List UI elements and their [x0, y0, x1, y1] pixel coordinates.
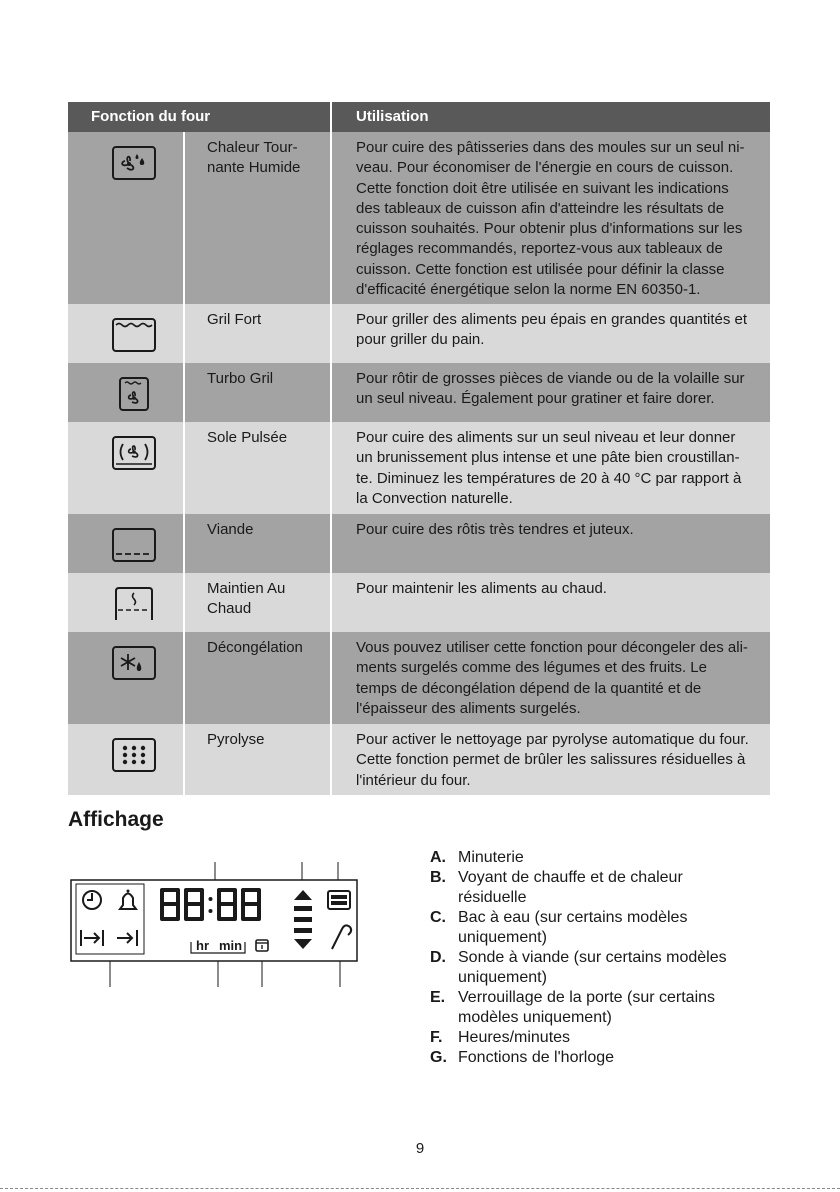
list-item: [430, 948, 790, 988]
icon-cell: [68, 632, 185, 724]
table-row: [68, 573, 770, 632]
function-description: Vous pouvez utiliser cette fonction pour décongeler des ali- ments surgelés comme des légumes et des fruits. Le temps de décongélation dépend de la quantité et de l'épaisseur des aliments surgelés.: [356, 639, 748, 717]
keep-warm-icon: [112, 587, 156, 621]
function-description: Pour cuire des pâtisseries dans des moules sur un seul ni- veau. Pour économiser de l'énergie en cours de cuisson. Cette fonction doit être utilisée en suivant les indications des tableaux de cuisson afin d'atteindre les résultats de cuisson souhaités. Pour obtenir plus d'informations sur les réglages recommandés, reportez-vous aux tableaux de cuisson. Cette fonction est utilisée pour définir la classe d'efficacité énergétique selon la norme EN 60350-1.: [356, 139, 745, 299]
function-description: Pour cuire des aliments sur un seul niveau et leur donner un brunissement plus intense et une pâte bien croustillan- te. Diminuez les températures de 20 à 40 °C par rapport à la Convection naturelle.: [356, 429, 742, 507]
icon-cell: [68, 304, 185, 363]
legend-text: Heures/minutes: [458, 1029, 571, 1046]
legend-text: Minuterie: [458, 849, 524, 866]
function-name: Maintien Au Chaud: [185, 573, 332, 632]
section-title-affichage: Affichage: [68, 808, 164, 831]
list-item: [430, 1048, 790, 1068]
table-row: [68, 363, 770, 422]
legend-text: Voyant de chauffe et de chaleur résiduelle: [458, 869, 683, 906]
table-row: [68, 132, 770, 304]
hr-label: hr: [196, 938, 209, 953]
list-item: [430, 1028, 790, 1048]
function-description: Pour activer le nettoyage par pyrolyse automatique du four. Cette fonction permet de brûler les salissures résiduelles à l'intérieur du four.: [356, 731, 749, 789]
legend-letter: E.: [430, 989, 446, 1006]
legend-text: Bac à eau (sur certains modèles uniquement): [458, 909, 688, 946]
icon-cell: [68, 724, 185, 795]
display-panel-diagram: [70, 862, 370, 987]
icon-cell: [68, 132, 185, 304]
function-name: Décongélation: [185, 632, 332, 724]
pyrolysis-icon: [112, 738, 156, 772]
function-name: Sole Pulsée: [185, 422, 332, 514]
function-name: Pyrolyse: [185, 724, 332, 795]
page-number: 9: [415, 1140, 425, 1157]
meat-icon: [112, 528, 156, 562]
function-description: Pour griller des aliments peu épais en grandes quantités et pour griller du pain.: [356, 311, 748, 349]
list-item: [430, 908, 790, 948]
oven-functions-table: [68, 102, 770, 795]
icon-cell: [68, 573, 185, 632]
function-name: Gril Fort: [185, 304, 332, 363]
function-name: Viande: [185, 514, 332, 573]
min-label: min: [219, 938, 243, 953]
legend-letter: A.: [430, 849, 446, 866]
display-legend: [430, 848, 790, 1068]
defrost-icon: [112, 646, 156, 680]
legend-text: Sonde à viande (sur certains modèles uniquement): [458, 949, 727, 986]
function-description: Pour cuire des rôtis très tendres et juteux.: [356, 521, 634, 538]
list-item: [430, 988, 790, 1028]
icon-cell: [68, 363, 185, 422]
legend-letter: D.: [430, 949, 446, 966]
legend-text: Fonctions de l'horloge: [458, 1049, 615, 1066]
heat-bars-icon: [294, 906, 312, 933]
function-name: Turbo Gril: [185, 363, 332, 422]
legend-letter: C.: [430, 909, 446, 926]
table-header: [68, 102, 770, 132]
legend-letter: G.: [430, 1049, 447, 1066]
header-usage: Utilisation: [356, 108, 429, 125]
function-description: Pour rôtir de grosses pièces de viande ou de la volaille sur un seul niveau. Également pour gratiner et faire dorer.: [356, 370, 745, 408]
legend-letter: F.: [430, 1029, 443, 1046]
list-item: [430, 848, 790, 868]
icon-cell: [68, 422, 185, 514]
function-description: Pour maintenir les aliments au chaud.: [356, 580, 607, 597]
icon-cell: [68, 514, 185, 573]
table-row: [68, 514, 770, 573]
table-row: [68, 304, 770, 363]
header-oven-function: Fonction du four: [68, 102, 332, 132]
function-name: Chaleur Tour- nante Humide: [185, 132, 332, 304]
turbo-grill-icon: [112, 377, 156, 411]
table-row: [68, 724, 770, 795]
legend-letter: B.: [430, 869, 446, 886]
legend-text: Verrouillage de la porte (sur certains modèles uniquement): [458, 989, 716, 1026]
table-row: [68, 422, 770, 514]
footer-divider: [0, 1188, 840, 1189]
table-row: [68, 632, 770, 724]
bottom-fan-icon: [112, 436, 156, 470]
list-item: [430, 868, 790, 908]
top-grill-icon: [112, 318, 156, 352]
fan-steam-icon: [112, 146, 156, 180]
